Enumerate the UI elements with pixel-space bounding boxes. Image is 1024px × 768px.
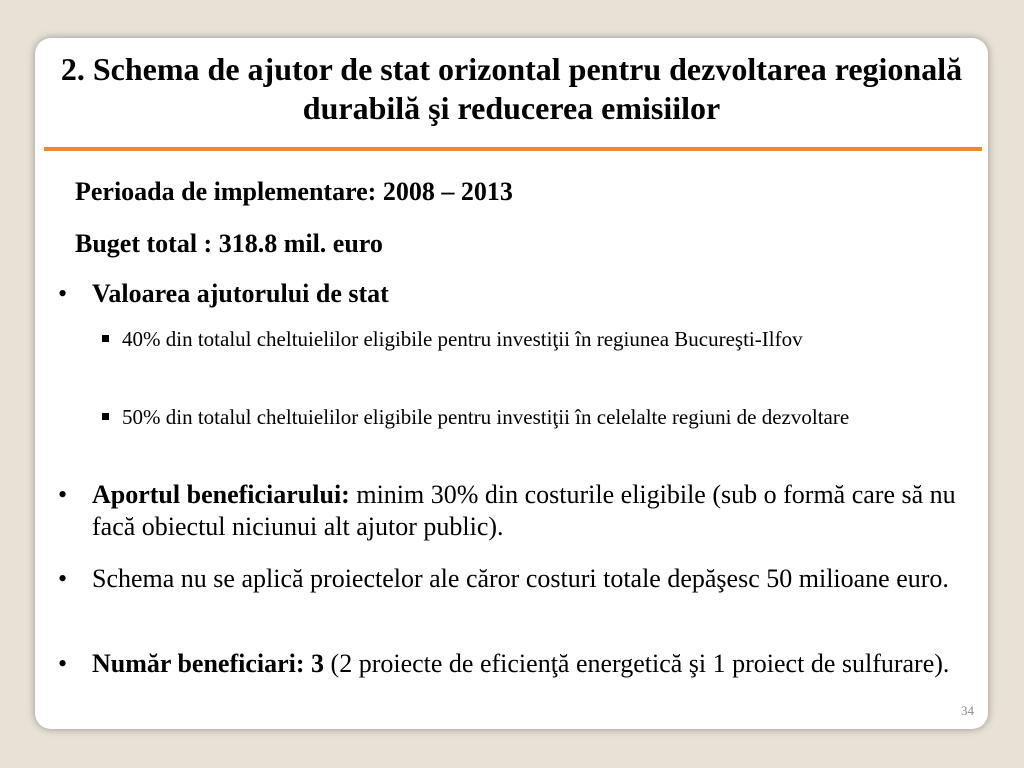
bullet-item-state-aid (55, 278, 965, 310)
slide-title: 2. Schema de ajutor de stat orizontal pentru dezvoltarea regională durabilă şi reducerea emisiilor (60, 51, 963, 126)
total-budget: Buget total : 318.8 mil. euro (75, 229, 383, 258)
implementation-period: Perioada de implementare: 2008 – 2013 (75, 177, 513, 206)
page-number: 34 (961, 703, 974, 718)
sub-item-bucharest (102, 326, 965, 352)
sub-item-text: 40% din totalul cheltuielilor eligibile pentru investiţii în regiunea Bucureşti-Ilfov (122, 327, 803, 351)
sub-item-text: 50% din totalul cheltuielilor eligibile pentru investiţii în celelalte regiuni de dezvoltare (122, 405, 850, 429)
bullet-text: Valoarea ajutorului de stat (92, 279, 389, 308)
bullet-text (92, 648, 965, 680)
bullet-body: (2 proiecte de eficienţă energetică şi 1 proiect de sulfurare). (324, 649, 950, 678)
bullet-item-beneficiary-contribution (55, 479, 965, 543)
bullet-body: minim 30% din costurile eligibile (sub o formă care să nu facă obiectul niciunui alt ajutor public). (92, 480, 956, 541)
sub-item-other-regions (102, 404, 965, 430)
bullet-item-beneficiaries (55, 648, 965, 680)
bullet-bold-label: Număr beneficiari: 3 (92, 649, 325, 678)
title-divider (44, 147, 982, 151)
bullet-item-scheme-limit (55, 563, 965, 595)
square-bullet-icon (102, 413, 109, 420)
bullet-marker: • (58, 649, 68, 678)
bullet-text (92, 479, 965, 543)
slide (35, 38, 988, 729)
bullet-text: Schema nu se aplică proiectelor ale căror costuri totale depăşesc 50 milioane euro. (92, 564, 949, 593)
bullet-marker: • (58, 480, 68, 509)
bullet-marker: • (58, 279, 68, 308)
bullet-marker: • (58, 564, 68, 593)
bullet-bold-label: Aportul beneficiarului: (92, 480, 350, 509)
square-bullet-icon (102, 335, 109, 342)
